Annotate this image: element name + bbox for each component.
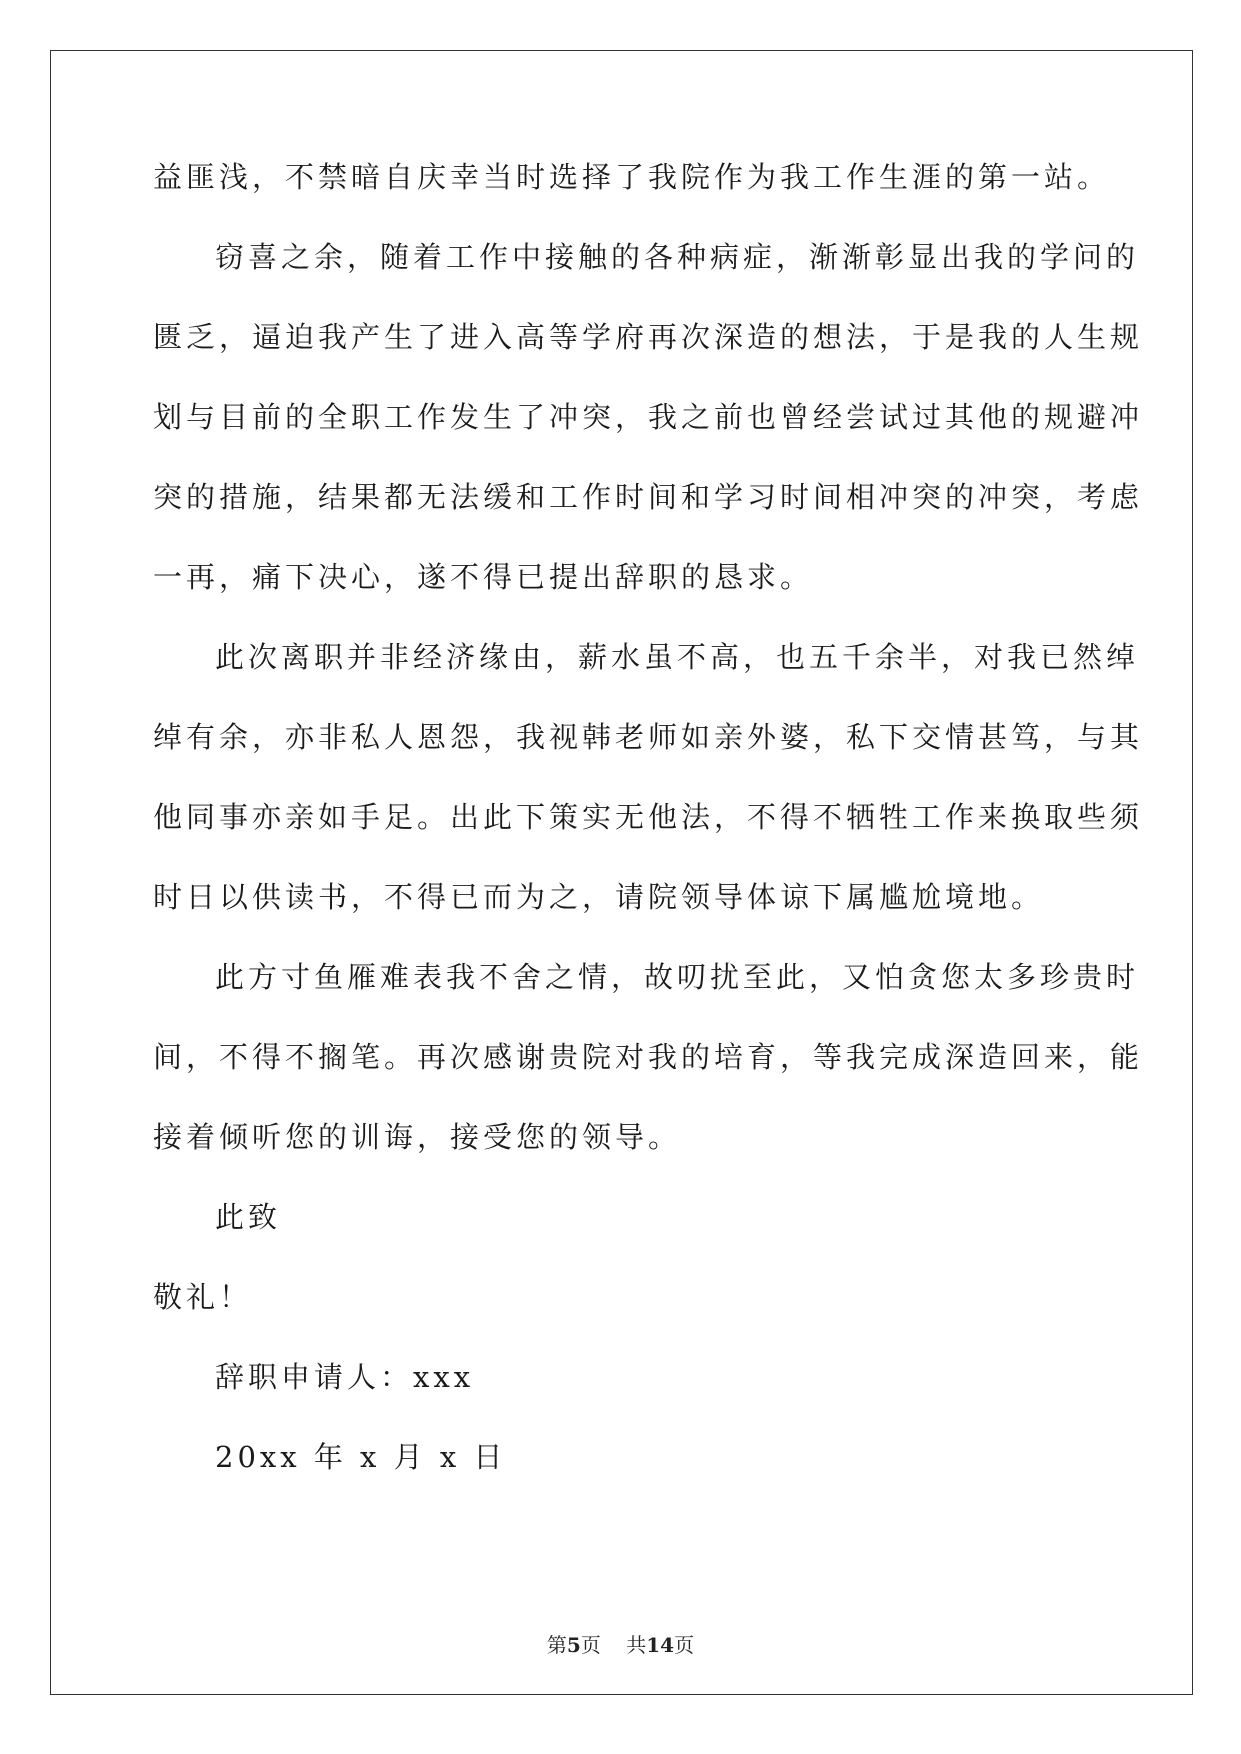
text-line-8: 绰有余，亦非私人恩怨，我视韩老师如亲外婆，私下交情甚笃，与其	[153, 720, 1144, 754]
text-line-12: 间，不得不搁笔。再次感谢贵院对我的培育，等我完成深造回来，能	[153, 1040, 1144, 1074]
text-line-13: 接着倾听您的训诲，接受您的领导。	[153, 1120, 682, 1154]
footer-total-pages: 14	[646, 1633, 675, 1657]
text-line-10: 时日以供读书，不得已而为之，请院领导体谅下属尴尬境地。	[153, 880, 1045, 914]
document-body	[153, 157, 1144, 1517]
closing-salutation: 此致	[215, 1200, 282, 1234]
date-line: 20xx 年 x 月 x 日	[215, 1440, 507, 1474]
page-footer	[0, 1629, 1241, 1658]
text-line-9: 他同事亦亲如手足。出此下策实无他法，不得不牺牲工作来换取些须	[153, 800, 1144, 834]
closing-regards: 敬礼！	[153, 1280, 253, 1314]
footer-total-suffix: 页	[674, 1633, 695, 1657]
text-line-7: 此次离职并非经济缘由，薪水虽不高，也五千余半，对我已然绰	[215, 640, 1140, 674]
text-line-4: 划与目前的全职工作发生了冲突，我之前也曾经尝试过其他的规避冲	[153, 400, 1144, 434]
text-line-2: 窃喜之余，随着工作中接触的各种病症，渐渐彰显出我的学问的	[215, 240, 1140, 274]
footer-page-suffix: 页	[580, 1633, 601, 1657]
footer-page-prefix: 第	[546, 1633, 567, 1657]
text-line-5: 突的措施，结果都无法缓和工作时间和学习时间相冲突的冲突，考虑	[153, 480, 1144, 514]
text-line-3: 匮乏，逼迫我产生了进入高等学府再次深造的想法，于是我的人生规	[153, 320, 1144, 354]
footer-page-number: 5	[566, 1633, 581, 1657]
text-line-1: 益匪浅，不禁暗自庆幸当时选择了我院作为我工作生涯的第一站。	[153, 160, 1111, 194]
text-line-6: 一再，痛下决心，遂不得已提出辞职的恳求。	[153, 560, 814, 594]
signature-line: 辞职申请人：xxx	[215, 1360, 475, 1394]
text-line-11: 此方寸鱼雁难表我不舍之情，故叨扰至此，又怕贪您太多珍贵时	[215, 960, 1140, 994]
footer-total-prefix: 共	[626, 1633, 647, 1657]
